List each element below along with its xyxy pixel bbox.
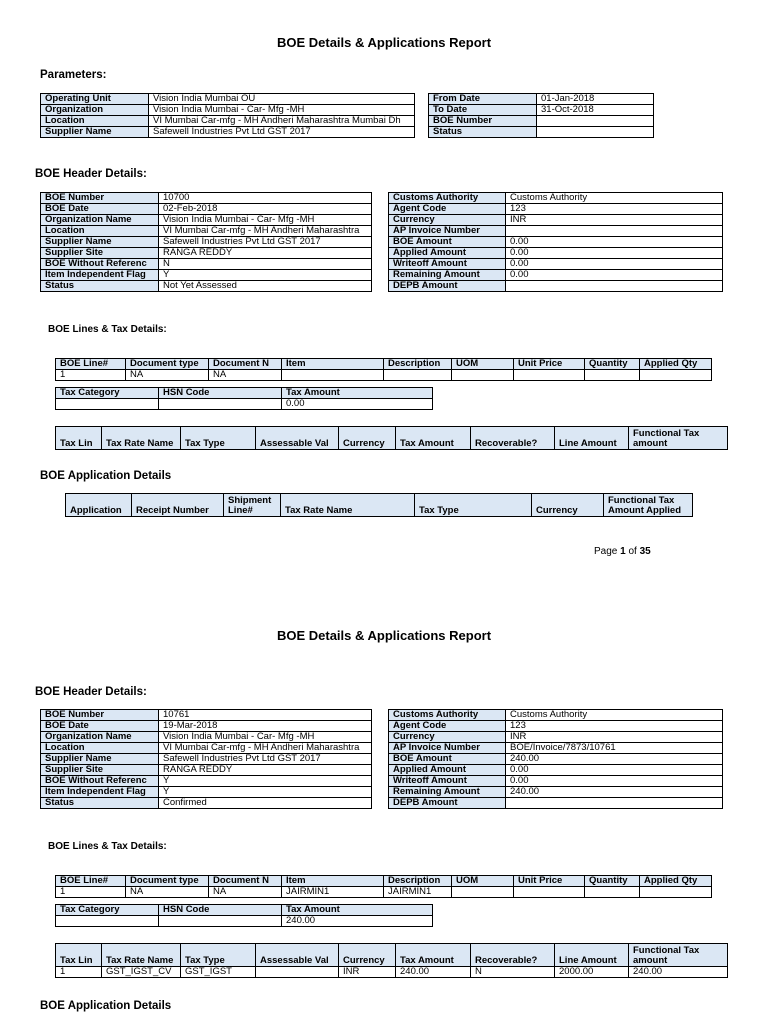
field-value: 0.00 — [506, 259, 723, 270]
boe2-header-right-table — [388, 709, 723, 809]
table-cell: 240.00 — [629, 967, 728, 978]
col-header: HSN Code — [159, 388, 282, 399]
field-label: Location — [41, 743, 159, 754]
field-label: Remaining Amount — [389, 787, 506, 798]
field-value: BOE/Invoice/7873/10761 — [506, 743, 723, 754]
field-value: VI Mumbai Car-mfg - MH Andheri Maharashtra — [159, 743, 372, 754]
field-label: Organization Name — [41, 732, 159, 743]
page-total: 35 — [639, 546, 651, 557]
col-header: Tax Rate Name — [281, 494, 415, 517]
col-header: Applied Qty — [640, 359, 712, 370]
field-value: VI Mumbai Car-mfg - MH Andheri Maharashtra — [159, 226, 372, 237]
col-header: Quantity — [585, 359, 640, 370]
boe2-tax-table — [55, 943, 728, 978]
col-header: Tax Type — [415, 494, 532, 517]
field-value: 10700 — [159, 193, 372, 204]
col-header: HSN Code — [159, 905, 282, 916]
table-cell — [640, 887, 712, 898]
field-value: 123 — [506, 204, 723, 215]
col-header: Tax Amount — [282, 388, 433, 399]
field-label: Applied Amount — [389, 248, 506, 259]
col-header: Tax Type — [181, 944, 256, 967]
col-header: UOM — [452, 876, 514, 887]
param-label: Status — [429, 127, 537, 138]
col-header: Tax Lin — [56, 944, 102, 967]
field-value: Y — [159, 270, 372, 281]
boe-lines-heading: BOE Lines & Tax Details: — [48, 324, 167, 335]
field-label: Writeoff Amount — [389, 259, 506, 270]
col-header: Currency — [339, 427, 396, 450]
field-value: 10761 — [159, 710, 372, 721]
param-label: Organization — [41, 105, 149, 116]
param-value — [537, 127, 654, 138]
table-cell: JAIRMIN1 — [384, 887, 452, 898]
field-value: 0.00 — [506, 237, 723, 248]
field-label: BOE Date — [41, 721, 159, 732]
field-label: AP Invoice Number — [389, 743, 506, 754]
table-row — [56, 887, 712, 898]
table-cell — [56, 916, 159, 927]
col-header: Document N — [209, 359, 282, 370]
table-cell — [585, 887, 640, 898]
boe1-header-right-table — [388, 192, 723, 292]
field-value — [506, 281, 723, 292]
col-header: Currency — [339, 944, 396, 967]
table-cell — [384, 370, 452, 381]
param-label: From Date — [429, 94, 537, 105]
boe-header-heading: BOE Header Details: — [35, 686, 147, 698]
field-value: 0.00 — [506, 248, 723, 259]
col-header: Tax Rate Name — [102, 427, 181, 450]
boe2-tax-category-table — [55, 904, 433, 927]
field-label: AP Invoice Number — [389, 226, 506, 237]
param-label: Operating Unit — [41, 94, 149, 105]
table-cell — [452, 887, 514, 898]
field-value: Customs Authority — [506, 193, 723, 204]
col-header: Functional Tax amount — [629, 944, 728, 967]
page-prefix: Page — [594, 546, 621, 557]
table-row — [56, 399, 433, 410]
field-value: Y — [159, 787, 372, 798]
col-header: Document N — [209, 876, 282, 887]
col-header: Line Amount — [555, 427, 629, 450]
field-label: BOE Amount — [389, 237, 506, 248]
table-cell: 1 — [56, 967, 102, 978]
col-header: Item — [282, 876, 384, 887]
col-header: Line Amount — [555, 944, 629, 967]
col-header: Unit Price — [514, 359, 585, 370]
parameters-heading: Parameters: — [40, 69, 107, 81]
col-header: Shipment Line# — [224, 494, 281, 517]
table-cell — [282, 370, 384, 381]
field-value: 240.00 — [506, 754, 723, 765]
field-value: INR — [506, 215, 723, 226]
boe1-tax-category-table — [55, 387, 433, 410]
table-row — [56, 370, 712, 381]
table-cell: NA — [209, 370, 282, 381]
field-label: Supplier Site — [41, 248, 159, 259]
param-value — [537, 116, 654, 127]
boe-header-heading: BOE Header Details: — [35, 168, 147, 180]
field-value: 123 — [506, 721, 723, 732]
field-label: Agent Code — [389, 721, 506, 732]
param-label: Supplier Name — [41, 127, 149, 138]
boe-application-heading: BOE Application Details — [40, 470, 172, 482]
col-header: Application — [66, 494, 132, 517]
table-cell — [514, 887, 585, 898]
field-label: Currency — [389, 732, 506, 743]
table-cell: JAIRMIN1 — [282, 887, 384, 898]
field-value: 02-Feb-2018 — [159, 204, 372, 215]
table-cell: 240.00 — [396, 967, 471, 978]
field-label: BOE Without Referenc — [41, 259, 159, 270]
table-row — [56, 967, 728, 978]
table-cell: GST_IGST_CV — [102, 967, 181, 978]
page-of: of — [625, 546, 640, 557]
field-label: Applied Amount — [389, 765, 506, 776]
table-cell: 0.00 — [282, 399, 433, 410]
col-header: Tax Amount — [396, 944, 471, 967]
field-value: 19-Mar-2018 — [159, 721, 372, 732]
table-cell: 1 — [56, 370, 126, 381]
col-header: Recoverable? — [471, 944, 555, 967]
col-header: Quantity — [585, 876, 640, 887]
field-label: Agent Code — [389, 204, 506, 215]
param-value: 31-Oct-2018 — [537, 105, 654, 116]
col-header: Currency — [532, 494, 604, 517]
table-cell: 2000.00 — [555, 967, 629, 978]
table-cell — [585, 370, 640, 381]
field-label: BOE Date — [41, 204, 159, 215]
table-cell — [514, 370, 585, 381]
field-value: Y — [159, 776, 372, 787]
field-label: Location — [41, 226, 159, 237]
table-cell: NA — [209, 887, 282, 898]
table-cell — [640, 370, 712, 381]
field-label: Item Independent Flag — [41, 787, 159, 798]
col-header: Assessable Val — [256, 427, 339, 450]
boe1-lines-table — [55, 358, 712, 381]
field-value: 240.00 — [506, 787, 723, 798]
field-value: RANGA REDDY — [159, 765, 372, 776]
field-value: Safewell Industries Pvt Ltd GST 2017 — [159, 754, 372, 765]
table-cell — [159, 916, 282, 927]
col-header: Assessable Val — [256, 944, 339, 967]
param-value: Vision India Mumbai - Car- Mfg -MH — [149, 105, 415, 116]
field-label: Supplier Name — [41, 237, 159, 248]
field-label: Currency — [389, 215, 506, 226]
field-value: INR — [506, 732, 723, 743]
parameters-right-table — [428, 93, 654, 138]
col-header: Receipt Number — [132, 494, 224, 517]
field-label: Item Independent Flag — [41, 270, 159, 281]
col-header: Tax Lin — [56, 427, 102, 450]
field-label: Supplier Site — [41, 765, 159, 776]
boe1-application-table — [65, 493, 693, 517]
field-value: Safewell Industries Pvt Ltd GST 2017 — [159, 237, 372, 248]
field-label: Remaining Amount — [389, 270, 506, 281]
field-label: Status — [41, 798, 159, 809]
col-header: BOE Line# — [56, 876, 126, 887]
col-header: BOE Line# — [56, 359, 126, 370]
col-header: Description — [384, 876, 452, 887]
table-cell: N — [471, 967, 555, 978]
boe-application-heading: BOE Application Details — [40, 1000, 172, 1012]
field-label: Supplier Name — [41, 754, 159, 765]
table-cell — [452, 370, 514, 381]
field-value: 0.00 — [506, 270, 723, 281]
table-cell: 240.00 — [282, 916, 433, 927]
table-cell — [56, 399, 159, 410]
table-cell: INR — [339, 967, 396, 978]
col-header: Document type — [126, 359, 209, 370]
param-label: To Date — [429, 105, 537, 116]
field-value: Customs Authority — [506, 710, 723, 721]
boe-lines-heading: BOE Lines & Tax Details: — [48, 841, 167, 852]
table-row — [56, 916, 433, 927]
field-label: BOE Number — [41, 193, 159, 204]
table-cell: 1 — [56, 887, 126, 898]
col-header: Tax Amount — [396, 427, 471, 450]
field-value — [506, 226, 723, 237]
col-header: Description — [384, 359, 452, 370]
field-value: Vision India Mumbai - Car- Mfg -MH — [159, 732, 372, 743]
table-cell — [159, 399, 282, 410]
field-value: Confirmed — [159, 798, 372, 809]
field-label: Customs Authority — [389, 193, 506, 204]
field-label: Customs Authority — [389, 710, 506, 721]
boe1-tax-table — [55, 426, 728, 450]
field-value: 0.00 — [506, 765, 723, 776]
table-cell: GST_IGST — [181, 967, 256, 978]
field-value: RANGA REDDY — [159, 248, 372, 259]
field-value: Vision India Mumbai - Car- Mfg -MH — [159, 215, 372, 226]
col-header: Applied Qty — [640, 876, 712, 887]
col-header: Tax Type — [181, 427, 256, 450]
table-cell — [256, 967, 339, 978]
col-header: Unit Price — [514, 876, 585, 887]
col-header: Item — [282, 359, 384, 370]
param-value: Safewell Industries Pvt Ltd GST 2017 — [149, 127, 415, 138]
field-label: Writeoff Amount — [389, 776, 506, 787]
field-value: Not Yet Assessed — [159, 281, 372, 292]
boe2-header-left-table — [40, 709, 372, 809]
col-header: UOM — [452, 359, 514, 370]
boe1-header-left-table — [40, 192, 372, 292]
col-header: Document type — [126, 876, 209, 887]
col-header: Functional Tax Amount Applied — [604, 494, 693, 517]
report-title-page2: BOE Details & Applications Report — [276, 628, 492, 643]
col-header: Recoverable? — [471, 427, 555, 450]
report-title: BOE Details & Applications Report — [276, 35, 492, 50]
parameters-left-table — [40, 93, 415, 138]
param-label: BOE Number — [429, 116, 537, 127]
field-value — [506, 798, 723, 809]
col-header: Tax Rate Name — [102, 944, 181, 967]
col-header: Tax Category — [56, 905, 159, 916]
table-cell: NA — [126, 887, 209, 898]
field-value: 0.00 — [506, 776, 723, 787]
field-label: Status — [41, 281, 159, 292]
col-header: Tax Amount — [282, 905, 433, 916]
field-value: N — [159, 259, 372, 270]
field-label: BOE Amount — [389, 754, 506, 765]
param-value: 01-Jan-2018 — [537, 94, 654, 105]
param-value: VI Mumbai Car-mfg - MH Andheri Maharashtra Mumbai Dh — [149, 116, 415, 127]
col-header: Tax Category — [56, 388, 159, 399]
field-label: BOE Without Referenc — [41, 776, 159, 787]
param-label: Location — [41, 116, 149, 127]
field-label: Organization Name — [41, 215, 159, 226]
field-label: DEPB Amount — [389, 798, 506, 809]
table-cell: NA — [126, 370, 209, 381]
col-header: Functional Tax amount — [629, 427, 728, 450]
boe2-lines-table — [55, 875, 712, 898]
page-current: 1 — [620, 546, 626, 557]
field-label: DEPB Amount — [389, 281, 506, 292]
field-label: BOE Number — [41, 710, 159, 721]
param-value: Vision India Mumbai OU — [149, 94, 415, 105]
page-number — [594, 546, 651, 557]
